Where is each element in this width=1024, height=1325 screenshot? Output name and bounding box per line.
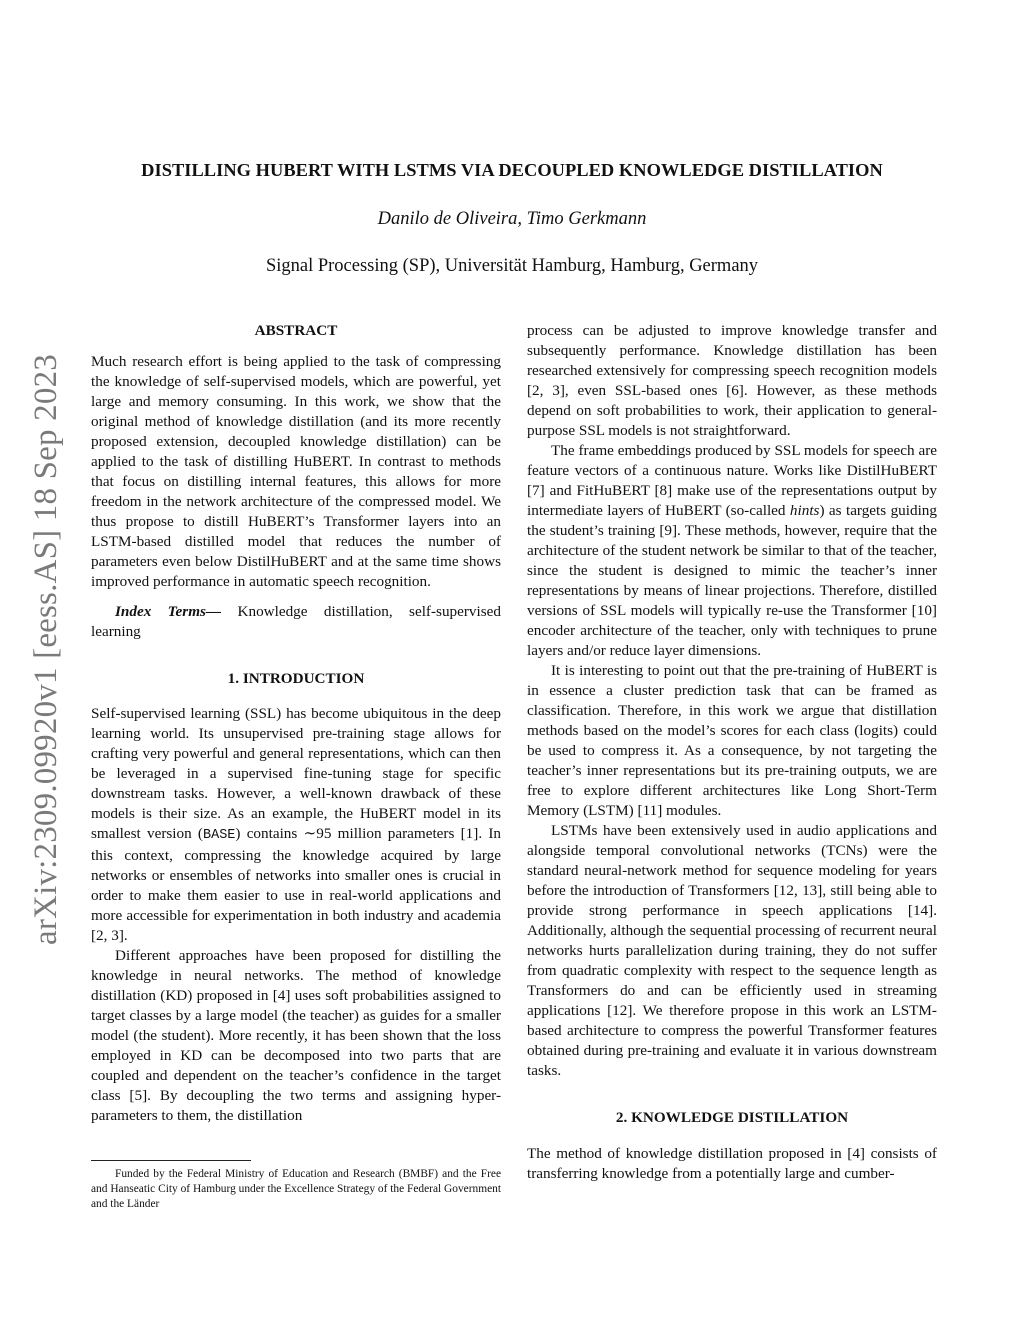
intro-paragraph-5: LSTMs have been extensively used in audio applications and alongside temporal convolutional networks (TCNs) were the standard neural-network method for sequence modeling for years before the introduction of Transformers [12, 13], still being able to provide strong performance in speech applications [14]. Additionally, although the sequential processing of recurrent neural networks hurts parallelization during training, they do not suffer from quadratic complexity with respect to the sequence length as Transformers do and can be efficiently used in streaming applications [12]. We therefore propose in this work an LSTM-based architecture to compress the powerful Transformer features obtained during pre-training and evaluate it in various downstream tasks. <box>527 822 937 1079</box>
left-column <box>91 321 501 1126</box>
index-terms <box>91 602 501 642</box>
arxiv-identifier <box>16 344 76 954</box>
index-terms-text: Knowledge distillation, self-supervised learning <box>91 603 501 640</box>
abstract-heading: ABSTRACT <box>254 322 338 339</box>
footnote-text: Funded by the Federal Ministry of Education and Research (BMBF) and the Free and Hanseatic City of Hamburg under the Excellence Strategy of the Federal Government and the Länder <box>91 1168 501 1210</box>
index-terms-label: Index Terms— <box>115 603 222 620</box>
arxiv-identifier-text: arXiv:2309.09920v1 [eess.AS] 18 Sep 2023 <box>27 353 64 945</box>
intro-p3-part-a: The frame embeddings produced by SSL models for speech are feature vectors of a continuous nature. Works like DistilHuBERT [7] and FitHuBERT [8] make use of the representations output by intermediate layers of HuBERT (so-called <box>527 442 937 519</box>
abstract-text: Much research effort is being applied to the task of compressing the knowledge of self-supervised models, which are powerful, yet large and memory consuming. In this work, we show that the original method of knowledge distillation (and its more recently proposed extension, decoupled knowledge distillation) can be applied to the task of distilling HuBERT. In contrast to methods that focus on distilling internal features, this allows for more freedom in the network architecture of the compressed model. We thus propose to distill HuBERT’s Transformer layers into an LSTM-based distilled model that reduces the number of parameters even below DistilHuBERT and at the same time shows improved performance in automatic speech recognition. <box>91 353 501 590</box>
footnote <box>91 1160 501 1212</box>
hints-term: hints <box>789 502 820 519</box>
knowledge-distillation-heading: 2. KNOWLEDGE DISTILLATION <box>615 1109 849 1126</box>
right-column <box>527 321 937 1184</box>
paper-title: DISTILLING HUBERT WITH LSTMS VIA DECOUPLED KNOWLEDGE DISTILLATION <box>141 160 883 180</box>
intro-paragraph-4: It is interesting to point out that the pre-training of HuBERT is in essence a cluster prediction task that can be framed as classification. Therefore, in this work we argue that distillation methods based on the model’s scores for each class (logits) could be used to compress it. As a consequence, by not targeting the teacher’s inner representations but its pre-training outputs, we are free to explore different architectures like Long Short-Term Memory (LSTM) [11] modules. <box>527 662 937 819</box>
intro-paragraph-1 <box>91 704 501 946</box>
introduction-heading: 1. INTRODUCTION <box>227 670 365 687</box>
paper-authors: Danilo de Oliveira, Timo Gerkmann <box>377 209 647 229</box>
intro-paragraph-3 <box>527 441 937 661</box>
intro-p1-part-a: Self-supervised learning (SSL) has become ubiquitous in the deep learning world. Its unsupervised pre-training stage allows for crafting very powerful and general representations, which can then be leveraged in a supervised fine-tuning stage for specific downstream tasks. However, a well-known drawback of these models is their size. As an example, the HuBERT model in its smallest version ( <box>91 705 501 842</box>
intro-p3-part-b: ) as targets guiding the student’s training [9]. These methods, however, require that the architecture of the student network be similar to that of the teacher, since the student is designed to mimic the teacher’s inner representations by means of linear projections. Therefore, distilled versions of SSL models will typically re-use the Transformer [10] encoder architecture of the teacher, only with techniques to prune layers and/or reduce layer dimensions. <box>527 502 937 659</box>
intro-paragraph-2: Different approaches have been proposed for distilling the knowledge in neural networks. The method of knowledge distillation (KD) proposed in [4] uses soft probabilities assigned to target classes by a large model (the teacher) as guides for a smaller model (the student). More recently, it has been shown that the loss employed in KD can be decomposed into two parts that are coupled and dependent on the teacher’s confidence in the target class [5]. By decoupling the two terms and assigning hyper-parameters to them, the distillation <box>91 947 501 1124</box>
intro-p1-part-b: ) contains ∼95 million parameters [1]. In this context, compressing the knowledge acquired by large networks or ensembles of networks into smaller ones is crucial in order to make them easier to use in real-world applications and more accessible for experimentation in both industry and academia [2, 3]. <box>91 825 501 944</box>
paper-affiliation: Signal Processing (SP), Universität Hamburg, Hamburg, Germany <box>265 256 759 276</box>
kd-paragraph-1: The method of knowledge distillation proposed in [4] consists of transferring knowledge from a potentially large and cumber- <box>527 1145 937 1182</box>
model-size-code: BASE <box>203 828 236 843</box>
footnote-rule <box>91 1160 251 1161</box>
intro-paragraph-2-continued: process can be adjusted to improve knowledge transfer and subsequently performance. Knowledge distillation has been researched extensively for compressing speech recognition models [2, 3], even SSL-based ones [6]. However, as these methods depend on soft probabilities to work, their application to general-purpose SSL models is not straightforward. <box>527 322 937 439</box>
